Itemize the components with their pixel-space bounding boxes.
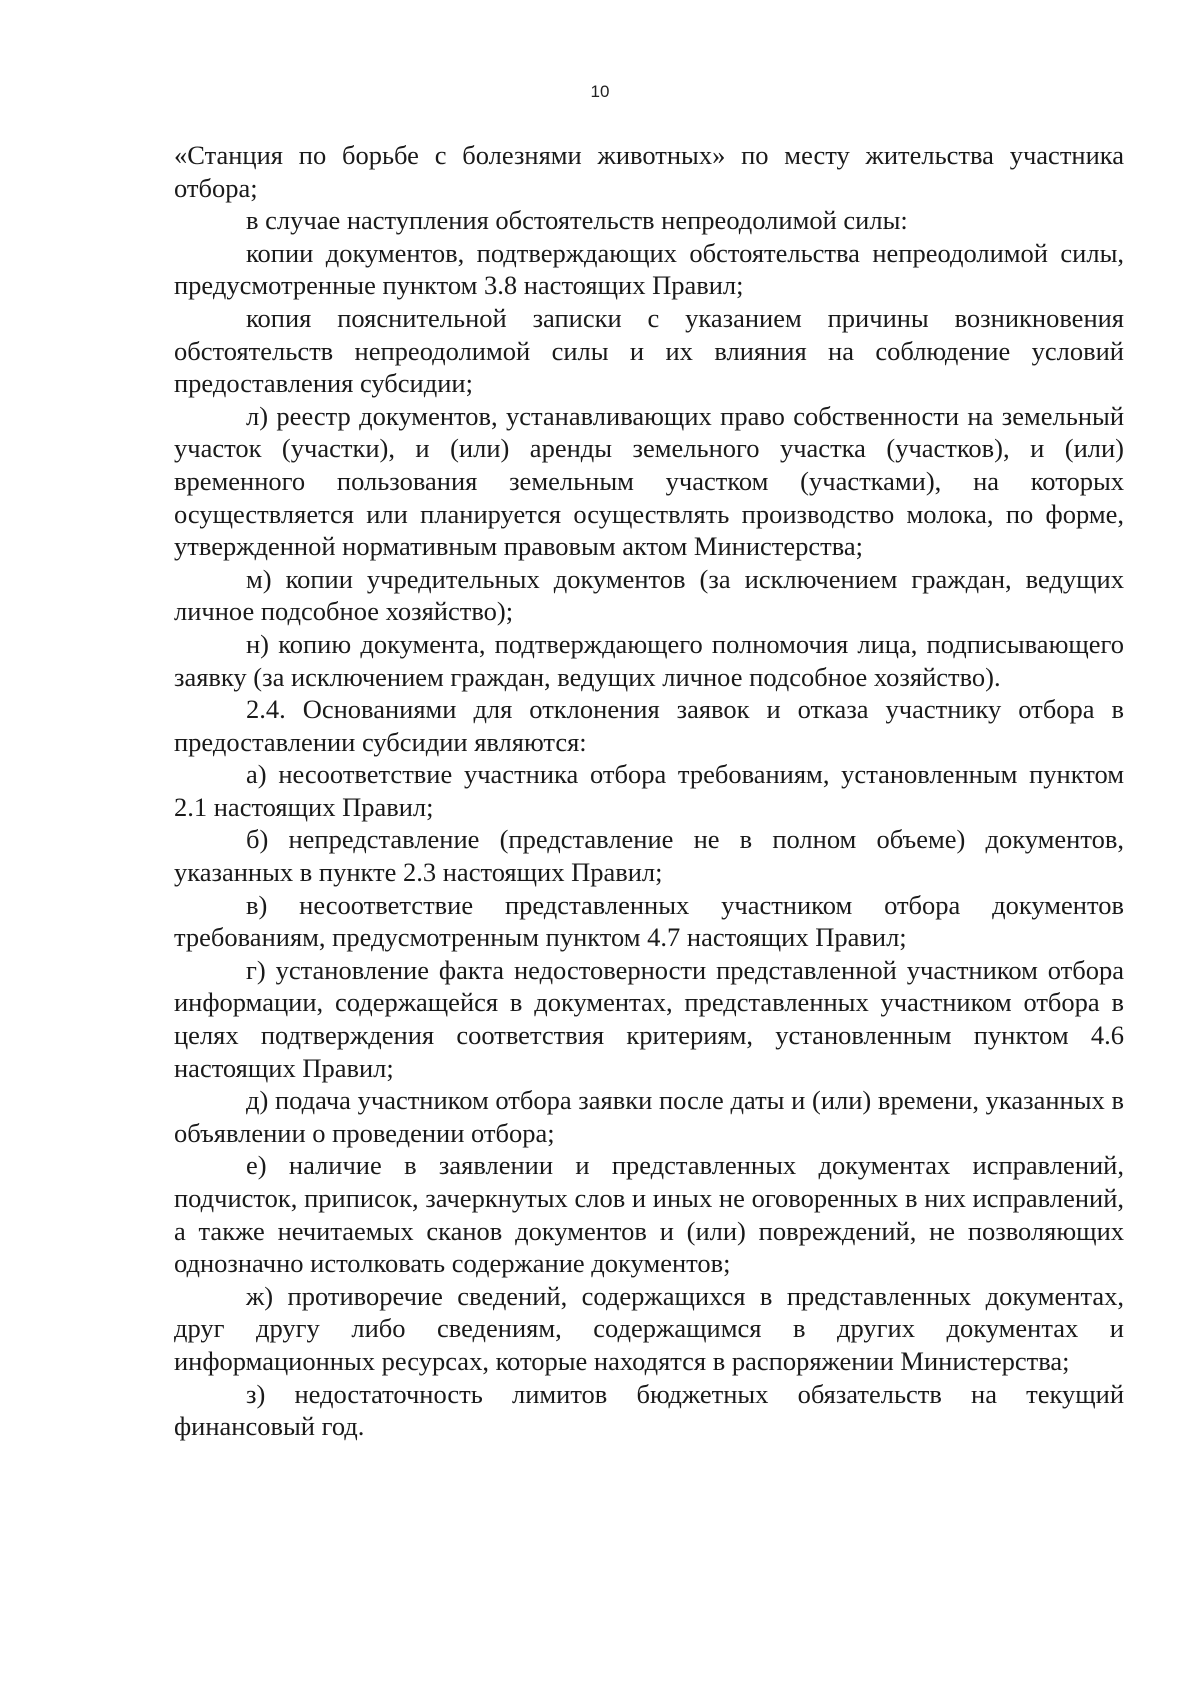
- paragraph-reason-zh: ж) противоречие сведений, содержащихся в представленных документах, друг другу либо сведениям, содержащимся в других документах и информационных ресурсах, которые находятся в распоряжении Министерства;: [174, 1280, 1124, 1376]
- paragraph-reason-d: д) подача участником отбора заявки после даты и (или) времени, указанных в объявлении о проведении отбора;: [174, 1085, 1124, 1148]
- paragraph-item-m: м) копии учредительных документов (за исключением граждан, ведущих личное подсобное хозяйство);: [174, 563, 1124, 627]
- paragraph-explanatory-note: копия пояснительной записки с указанием причины возникновения обстоятельств непреодолимой силы и их влияния на соблюдение условий предоставления субсидии;: [174, 302, 1124, 399]
- paragraph-force-majeure-docs: копии документов, подтверждающих обстоятельства непреодолимой силы, предусмотренные пунктом 3.8 настоящих Правил;: [174, 237, 1124, 301]
- paragraph-reason-e: е) наличие в заявлении и представленных документах исправлений, подчисток, приписок, зачеркнутых слов и иных не оговоренных в них исправлений, а также нечитаемых сканов документов и (или) повреждений, не позволяющих однозначно истолковать содержание документов;: [174, 1150, 1124, 1279]
- paragraph-reason-v: в) несоответствие представленных участником отбора документов требованиям, предусмотренным пунктом 4.7 настоящих Правил;: [174, 889, 1124, 953]
- paragraph-force-majeure: в случае наступления обстоятельств непреодолимой силы:: [246, 205, 908, 236]
- paragraph-reason-b: б) непредставление (представление не в полном объеме) документов, указанных в пункте 2.3 настоящих Правил;: [174, 824, 1124, 888]
- paragraph-animal-station: «Станция по борьбе с болезнями животных» по месту жительства участника отбора;: [174, 140, 1124, 203]
- paragraph-item-n: н) копию документа, подтверждающего полномочия лица, подписывающего заявку (за исключением граждан, ведущих личное подсобное хозяйство).: [174, 628, 1124, 692]
- page-number: 10: [590, 82, 610, 101]
- document-body: [174, 139, 1124, 1443]
- paragraph-item-l: л) реестр документов, устанавливающих право собственности на земельный участок (участки), и (или) аренды земельного участка (участков), и (или) временного пользования земельным участком (участками), на которых осуществляется или планируется осуществлять производство молока, по форме, утвержденной нормативным правовым актом Министерства;: [174, 400, 1124, 562]
- paragraph-section-2-4: 2.4. Основаниями для отклонения заявок и отказа участнику отбора в предоставлении субсидии являются:: [174, 694, 1124, 757]
- paragraph-reason-z: з) недостаточность лимитов бюджетных обязательств на текущий финансовый год.: [174, 1378, 1124, 1442]
- paragraph-reason-a: а) несоответствие участника отбора требованиям, установленным пунктом 2.1 настоящих Правил;: [174, 759, 1124, 822]
- paragraph-reason-g: г) установление факта недостоверности представленной участником отбора информации, содержащейся в документах, представленных участником отбора в целях подтверждения соответствия критериям, установленным пунктом 4.6 настоящих Правил;: [174, 954, 1124, 1083]
